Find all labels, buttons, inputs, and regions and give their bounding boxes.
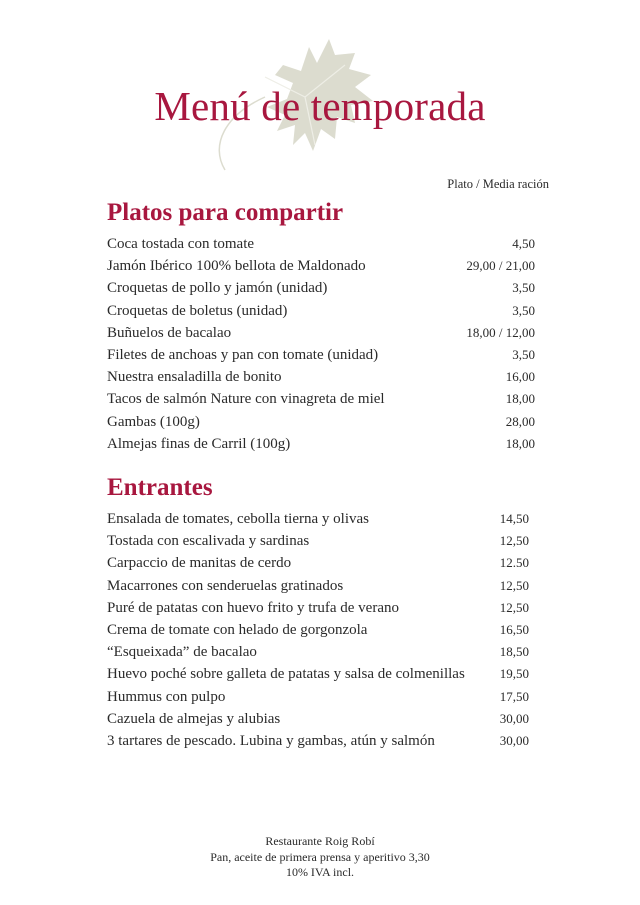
item-name: Carpaccio de manitas de cerdo (107, 555, 292, 572)
item-name: Croquetas de boletus (unidad) (107, 302, 288, 319)
section-platos-para-compartir (107, 195, 539, 455)
item-name: Tostada con escalivada y sardinas (107, 533, 310, 550)
page-title: Menú de temporada (154, 83, 486, 129)
item-name: Crema de tomate con helado de gorgonzola (107, 621, 368, 638)
item-price: 4,50 (512, 236, 535, 251)
section-title: Entrantes (107, 474, 213, 501)
item-name: 3 tartares de pescado. Lubina y gambas, atún y salmón (107, 732, 435, 749)
item-price: 12,50 (499, 577, 529, 593)
menu-item (107, 619, 539, 641)
menu-item (107, 322, 539, 344)
item-name: Macarrones con senderuelas gratinados (107, 577, 344, 594)
item-name: Puré de patatas con huevo frito y trufa de verano (107, 599, 399, 616)
menu-item (107, 686, 539, 708)
menu-item (107, 255, 539, 277)
item-price: 18,00 (505, 435, 535, 451)
footer (0, 834, 640, 881)
restaurant-name: Restaurante Roig Robí (265, 834, 375, 848)
menu-item (107, 366, 539, 388)
menu-item (107, 233, 539, 255)
menu-item (107, 277, 539, 299)
item-name: Coca tostada con tomate (107, 236, 255, 252)
menu-item (107, 641, 539, 663)
item-name: Gambas (100g) (107, 413, 200, 430)
item-name: Cazuela de almejas y alubias (107, 710, 281, 727)
item-name: Nuestra ensaladilla de bonito (107, 369, 282, 386)
menu-item (107, 508, 539, 530)
item-price: 17,50 (499, 688, 529, 704)
item-name: Buñuelos de bacalao (107, 324, 232, 341)
item-price: 12,50 (499, 599, 529, 615)
item-name: Ensalada de tomates, cebolla tierna y olivas (107, 511, 369, 527)
menu-item (107, 300, 539, 322)
section-title: Platos para compartir (107, 199, 344, 226)
item-name: Tacos de salmón Nature con vinagreta de miel (107, 391, 385, 408)
menu-item (107, 530, 539, 552)
item-price: 3,50 (512, 346, 535, 362)
item-price: 18,00 (505, 391, 535, 407)
item-price: 30,00 (499, 732, 529, 748)
item-price: 19,50 (499, 666, 529, 682)
item-price: 16,50 (499, 621, 529, 637)
item-price: 12,50 (499, 533, 529, 549)
item-price: 14,50 (499, 511, 529, 526)
menu-item (107, 433, 539, 455)
menu-item (107, 388, 539, 410)
item-price: 30,00 (499, 710, 529, 726)
item-price: 28,00 (505, 413, 535, 429)
item-name: Almejas finas de Carril (100g) (107, 435, 291, 452)
item-name: Hummus con pulpo (107, 688, 226, 705)
menu-item (107, 411, 539, 433)
menu-item (107, 552, 539, 574)
tax-note: 10% IVA incl. (285, 865, 355, 879)
menu-item (107, 344, 539, 366)
menu-item (107, 597, 539, 619)
item-name: Croquetas de pollo y jamón (unidad) (107, 280, 328, 297)
item-price: 16,00 (505, 369, 535, 385)
item-price: 12.50 (499, 555, 529, 571)
item-name: Jamón Ibérico 100% bellota de Maldonado (107, 258, 366, 275)
menu-item (107, 575, 539, 597)
menu-item (107, 708, 539, 730)
item-name: “Esqueixada” de bacalao (107, 644, 257, 661)
portion-note: Plato / Media ración (447, 177, 549, 191)
item-price: 18,50 (499, 644, 529, 660)
item-price: 18,00 / 12,00 (466, 324, 535, 340)
item-name: Huevo poché sobre galleta de patatas y salsa de colmenillas (107, 666, 465, 683)
menu-item (107, 663, 539, 685)
item-price: 3,50 (512, 280, 535, 296)
section-entrantes (107, 470, 539, 752)
item-price: 29,00 / 21,00 (466, 258, 535, 274)
item-name: Filetes de anchoas y pan con tomate (unidad) (107, 346, 379, 363)
bread-note: Pan, aceite de primera prensa y aperitivo 3,30 (210, 849, 430, 864)
item-price: 3,50 (512, 302, 535, 318)
menu-item (107, 730, 539, 752)
